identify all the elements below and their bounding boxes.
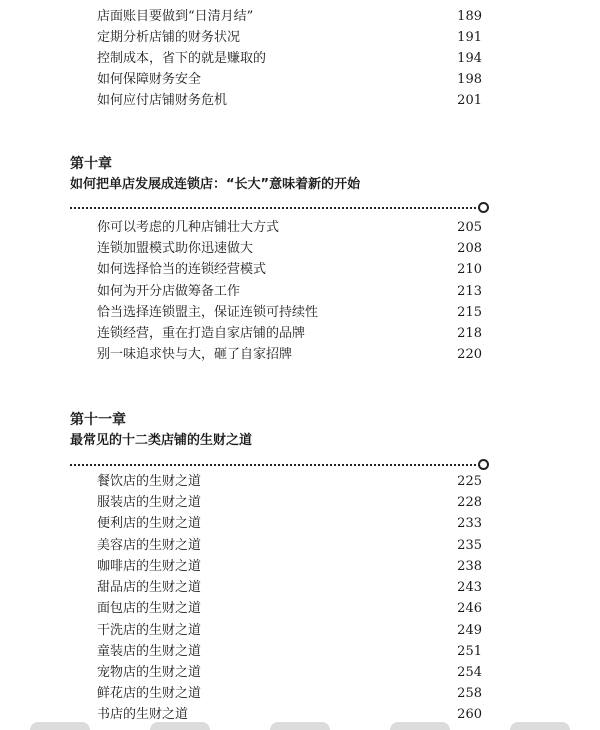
toc-entry[interactable] xyxy=(97,492,482,513)
toc-entry-title: 甜品店的生财之道 xyxy=(97,580,202,595)
toc-entry[interactable] xyxy=(97,344,482,365)
toc-entry-title: 如何保障财务安全 xyxy=(97,72,202,87)
toc-entry[interactable] xyxy=(97,556,482,577)
toc-entry-page: 191 xyxy=(457,30,482,45)
toc-entry[interactable] xyxy=(97,662,482,683)
toc-entry-title: 便利店的生财之道 xyxy=(97,516,202,531)
toc-entry-page: 246 xyxy=(457,601,482,616)
toc-entry-page: 260 xyxy=(457,707,482,722)
toc-entry-title: 面包店的生财之道 xyxy=(97,601,202,616)
toc-entry[interactable] xyxy=(97,27,482,48)
toc-entry-page: 243 xyxy=(457,580,482,595)
toc-entry-title: 童装店的生财之道 xyxy=(97,644,202,659)
toc-entry-title: 鲜花店的生财之道 xyxy=(97,686,202,701)
toc-entry-page: 220 xyxy=(457,347,482,362)
toc-entry-page: 225 xyxy=(457,474,482,489)
toc-entry-title: 宠物店的生财之道 xyxy=(97,665,202,680)
toc-entry-page: 258 xyxy=(457,686,482,701)
toc-entry-page: 208 xyxy=(457,241,482,256)
toc-entry-page: 235 xyxy=(457,538,482,553)
toc-entry[interactable] xyxy=(97,471,482,492)
toc-entry[interactable] xyxy=(97,683,482,704)
toc-entry-title: 咖啡店的生财之道 xyxy=(97,559,202,574)
toc-entry-title: 书店的生财之道 xyxy=(97,707,189,722)
toc-entry[interactable] xyxy=(97,6,482,27)
toc-entry-title: 服装店的生财之道 xyxy=(97,495,202,510)
decorative-shape xyxy=(510,722,570,730)
toc-entry-page: 213 xyxy=(457,284,482,299)
divider-end-circle xyxy=(478,202,489,213)
toc-entry-page: 228 xyxy=(457,495,482,510)
toc-entry[interactable] xyxy=(97,217,482,238)
toc-entry[interactable] xyxy=(97,598,482,619)
divider-end-circle xyxy=(478,459,489,470)
toc-entry-title: 连锁经营，重在打造自家店铺的品牌 xyxy=(97,326,306,341)
toc-entry-title: 定期分析店铺的财务状况 xyxy=(97,30,241,45)
toc-entry-page: 233 xyxy=(457,516,482,531)
toc-entry[interactable] xyxy=(97,281,482,302)
toc-entry-title: 店面账目要做到“日清月结” xyxy=(97,9,254,24)
decorative-shape xyxy=(390,722,450,730)
toc-entry-title: 如何选择恰当的连锁经营模式 xyxy=(97,262,267,277)
toc-entry[interactable] xyxy=(97,48,482,69)
toc-entry-page: 215 xyxy=(457,305,482,320)
chapter-title: 最常见的十二类店铺的生财之道 xyxy=(70,433,253,448)
toc-entry-title: 如何应付店铺财务危机 xyxy=(97,93,228,108)
toc-entry[interactable] xyxy=(97,513,482,534)
chapter-divider xyxy=(70,207,480,209)
toc-entry-page: 210 xyxy=(457,262,482,277)
toc-entry[interactable] xyxy=(97,535,482,556)
decorative-shape xyxy=(150,722,210,730)
toc-entry-page: 189 xyxy=(457,9,482,24)
toc-entry-title: 干洗店的生财之道 xyxy=(97,623,202,638)
toc-entry-title: 控制成本，省下的就是赚取的 xyxy=(97,51,267,66)
toc-entry-page: 251 xyxy=(457,644,482,659)
toc-entry-page: 254 xyxy=(457,665,482,680)
toc-entry[interactable] xyxy=(97,259,482,280)
toc-entry[interactable] xyxy=(97,620,482,641)
toc-entry-page: 198 xyxy=(457,72,482,87)
chapter-number: 第十章 xyxy=(70,156,112,172)
toc-entry-page: 194 xyxy=(457,51,482,66)
toc-entry[interactable] xyxy=(97,238,482,259)
toc-entry-title: 恰当选择连锁盟主，保证连锁可持续性 xyxy=(97,305,319,320)
toc-entry-title: 你可以考虑的几种店铺壮大方式 xyxy=(97,220,280,235)
toc-entry-page: 201 xyxy=(457,93,482,108)
decorative-shape xyxy=(30,722,90,730)
chapter-number: 第十一章 xyxy=(70,412,126,428)
chapter-title: 如何把单店发展成连锁店：“长大”意味着新的开始 xyxy=(70,177,361,192)
toc-entry-page: 238 xyxy=(457,559,482,574)
toc-entry-title: 别一味追求快与大，砸了自家招牌 xyxy=(97,347,293,362)
toc-entry-title: 餐饮店的生财之道 xyxy=(97,474,202,489)
toc-entry[interactable] xyxy=(97,90,482,111)
toc-entry-title: 如何为开分店做筹备工作 xyxy=(97,284,241,299)
decorative-shape xyxy=(270,722,330,730)
toc-entry[interactable] xyxy=(97,323,482,344)
toc-entry-title: 连锁加盟模式助你迅速做大 xyxy=(97,241,254,256)
toc-entry-page: 249 xyxy=(457,623,482,638)
toc-entry[interactable] xyxy=(97,69,482,90)
bottom-decoration xyxy=(0,722,600,730)
toc-entry-page: 205 xyxy=(457,220,482,235)
toc-entry[interactable] xyxy=(97,577,482,598)
chapter-divider xyxy=(70,464,480,466)
toc-entry-title: 美容店的生财之道 xyxy=(97,538,202,553)
toc-entry[interactable] xyxy=(97,302,482,323)
toc-entry[interactable] xyxy=(97,641,482,662)
toc-entry-page: 218 xyxy=(457,326,482,341)
